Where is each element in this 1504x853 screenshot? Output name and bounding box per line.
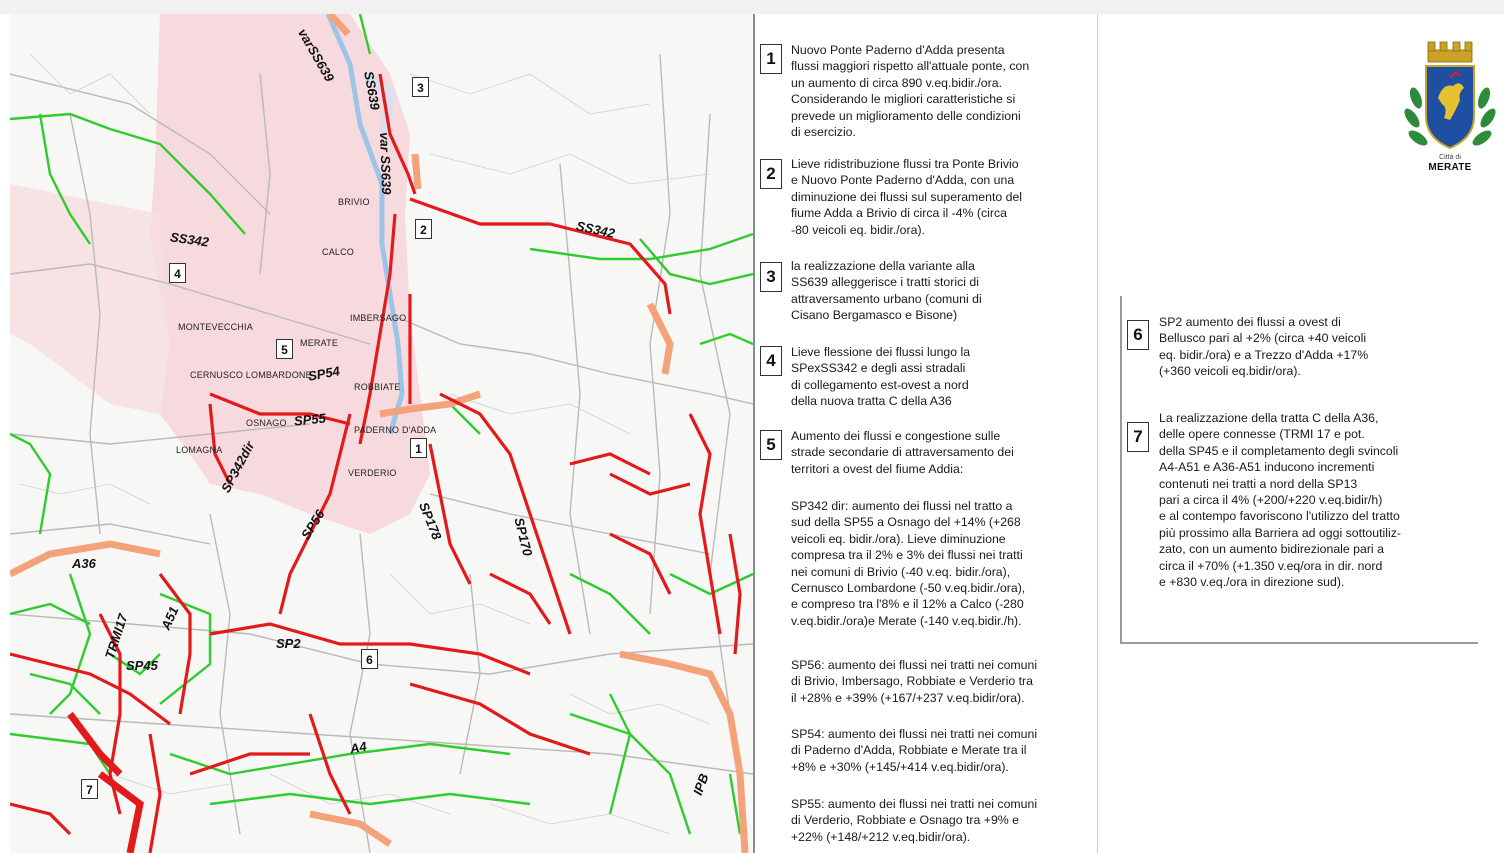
logo-caption: Città di MERATE [1428,154,1472,173]
road-label-var-ss639: var SS639 [377,132,395,195]
traffic-flow-map[interactable] [10,14,753,853]
note-3: la realizzazione della variante alla SS639 alleggerisce i tratti storici di attraversamento urbano (comuni di Cisano Bergamasco e Bisone) [791,259,982,323]
road-label-sp45: SP45 [126,658,158,673]
road-label-sp54: SP54 [306,363,341,384]
place-label-cernusco: CERNUSCO LOMBARDONE [190,370,312,380]
place-label-brivio: BRIVIO [338,197,370,207]
place-label-robbiate: ROBBIATE [354,382,401,392]
sp56-paragraph: SP56: aumento dei flussi nei tratti nei comuni di Brivio, Imbersago, Robbiate e Verderio tra il +28% e +39% (+167/+237 v.eq.bidir/ora). [791,658,1038,705]
road-label-varss639: varSS639 [295,26,338,85]
place-label-imbersago: IMBERSAGO [350,313,407,323]
note-number-5: 5 [760,430,782,460]
map-marker-1[interactable]: 1 [410,438,427,458]
map-marker-4[interactable]: 4 [169,263,186,283]
top-bar [0,0,1504,14]
note-5: Aumento dei flussi e congestione sulle strade secondarie di attraversamento dei territori a ovest del fiume Addia: [791,429,1014,476]
map-separator [753,14,755,853]
place-label-osnago: OSNAGO [246,418,287,428]
map-marker-7[interactable]: 7 [81,779,98,799]
note-number-3: 3 [760,262,782,292]
road-label-ss342-west: SS342 [169,229,210,250]
road-label-sp178: SP178 [416,500,445,542]
map-marker-2[interactable]: 2 [415,219,432,239]
road-label-trmi17: TRMI17 [102,612,131,661]
road-label-sp170: SP170 [511,516,536,558]
road-label-ipb: IPB [690,771,712,798]
map-marker-5[interactable]: 5 [276,339,293,359]
road-label-sp55: SP55 [293,410,327,429]
road-label-sp342dir: SP342dir [218,438,258,496]
place-label-calco: CALCO [322,247,355,257]
note-number-2: 2 [760,159,782,189]
sp55-paragraph: SP55: aumento dei flussi nei tratti nei comuni di Verderio, Robbiate e Osnago tra +9% e +22% (+148/+212 v.eq.bidir/ora). [791,797,1038,844]
note-number-1: 1 [760,44,782,74]
note-2: Lieve ridistribuzione flussi tra Ponte Brivio e Nuovo Ponte Paderno d'Adda, con una diminuzione dei flussi sul superamento del fiume Adda a Brivio di circa il -4% (circa -80 veicoli eq. bidir./ora). [791,157,1023,237]
note-number-4: 4 [760,346,782,376]
note-7: La realizzazione della tratta C della A36, delle opere connesse (TRMI 17 e pot. della SP45 e il completamento degli svincoli A4-A51 e A36-A51 inducono incrementi contenuti nei tratti a nord della SP13 pari a circa il 4% (+200/+220 v.eq.bidir/h) e al contempo favoriscono l'utilizzo del tratto più prossimo alla Barriera ad oggi sottoutiliz- zato, con un aumento bidirezionale pari a circa il +70% (+1.350 v.eq/ora in dir. nord e +830 v.eq./ora in direzione sud). [1159,411,1401,590]
sp342dir-paragraph: SP342 dir: aumento dei flussi nel tratto a sud della SP55 a Osnago del +14% (+268 veicoli eq. bidir./ora). Lieve diminuzione compresa tra il 2% e 3% dei flussi nei tratti nei comuni di Brivio (-40 v.eq. bidir./ora), Cernusco Lombardone (-50 v.eq.bidir./ora), e compreso tra l'8% e il 12% a Calco (-280 v.eq.bidir./ora)e Merate (-140 v.eq.bidir./h). [791,499,1026,628]
place-label-montevecchia: MONTEVECCHIA [178,322,253,332]
road-label-ss342-east: SS342 [574,218,617,241]
place-label-paderno: PADERNO D'ADDA [354,425,437,435]
note-1: Nuovo Ponte Paderno d'Adda presenta flussi maggiori rispetto all'attuale ponte, con un aumento di circa 890 v.eq.bidir./ora. Considerando le migliori caratteristiche si prevede un miglioramento delle condizioni di esercizio. [791,43,1030,140]
road-label-sp2: SP2 [276,636,301,651]
road-label-a36: A36 [72,556,96,571]
place-label-merate: MERATE [300,338,339,348]
note-number-6: 6 [1127,320,1149,350]
road-label-sp56: SP56 [298,507,328,542]
sp54-paragraph: SP54: aumento dei flussi nei tratti nei comuni di Paderno d'Adda, Robbiate e Merate tra il +8% e +30% (+145/+414 v.eq.bidir/ora). [791,727,1038,774]
road-label-ss639: SS639 [361,70,383,112]
road-label-a4: A4 [348,738,368,757]
map-marker-3[interactable]: 3 [412,77,429,97]
note-6: SP2 aumento dei flussi a ovest di Bellusco pari al +2% (circa +40 veicoli eq. bidir./ora) e a Trezzo d'Adda +17% (+360 veicoli eq.bidir/ora). [1159,315,1369,379]
note-number-7: 7 [1127,422,1149,452]
note-4: Lieve flessione dei flussi lungo la SPexSS342 e degli assi stradali di collegamento est-ovest a nord della nuova tratta C della A36 [791,345,971,409]
road-label-a51: A51 [158,604,182,633]
place-label-lomagna: LOMAGNA [176,445,223,455]
map-marker-6[interactable]: 6 [361,649,378,669]
place-label-verderio: VERDERIO [348,468,397,478]
